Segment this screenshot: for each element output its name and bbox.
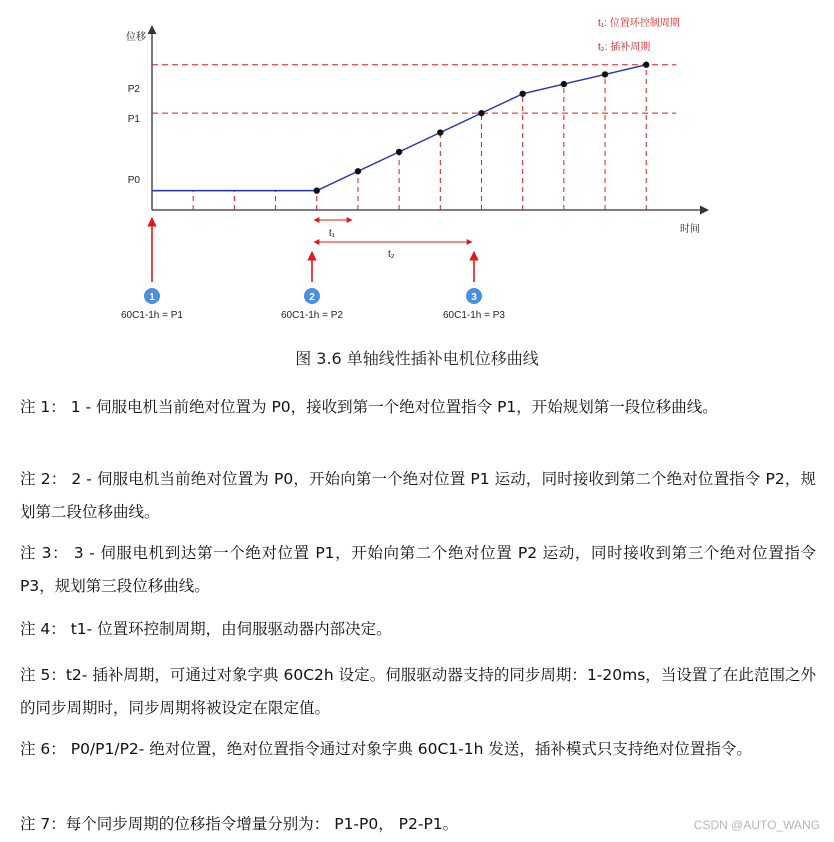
note-7: 注 7：每个同步周期的位移指令增量分别为： P1-P0， P2-P1。: [20, 815, 459, 833]
data-point: [396, 149, 402, 155]
legend-t1: t₁: 位置环控制周期: [598, 18, 680, 29]
note-6: 注 6： P0/P1/P2- 绝对位置，绝对位置指令通过对象字典 60C1-1h 发送，插补模式只支持绝对位置指令。: [20, 740, 752, 758]
y-axis-label: 位移: [126, 32, 146, 43]
watermark: CSDN @AUTO_WANG: [693, 818, 820, 832]
marker-3-number: 3: [471, 292, 477, 303]
marker-1-number: 1: [149, 292, 155, 303]
level-p1-label: P1: [127, 114, 140, 125]
marker-2-label: 60C1-1h = P2: [281, 310, 343, 321]
marker-1-label: 60C1-1h = P1: [121, 310, 183, 321]
data-point: [314, 187, 320, 193]
data-point: [355, 168, 361, 174]
data-point: [643, 62, 649, 68]
data-point: [602, 71, 608, 77]
t2-interval-label: t₂: [388, 249, 395, 260]
note-4: 注 4： t1- 位置环控制周期，由伺服驱动器内部决定。: [20, 620, 392, 638]
marker-2-number: 2: [309, 292, 315, 303]
x-axis-label: 时间: [680, 224, 700, 235]
data-point: [519, 91, 525, 97]
note-2: 注 2： 2 - 伺服电机当前绝对位置为 P0，开始向第一个绝对位置 P1 运动，同时接收到第二个绝对位置指令 P2，规划第二段位移曲线。: [20, 470, 816, 521]
data-point: [437, 129, 443, 135]
displacement-chart: [0, 0, 834, 340]
note-3: 注 3： 3 - 伺服电机到达第一个绝对位置 P1，开始向第二个绝对位置 P2 运动，同时接收到第三个绝对位置指令 P3，规划第三段位移曲线。: [20, 544, 816, 595]
data-point: [478, 110, 484, 116]
marker-3-label: 60C1-1h = P3: [443, 310, 505, 321]
level-p0-label: P0: [127, 175, 140, 186]
level-p2-label: P2: [127, 84, 140, 95]
data-point: [561, 81, 567, 87]
t1-interval-label: t₁: [329, 228, 336, 239]
legend-t2: t₂: 插补周期: [598, 42, 651, 53]
figure-caption: 图 3.6 单轴线性插补电机位移曲线: [295, 349, 539, 368]
note-1: 注 1： 1 - 伺服电机当前绝对位置为 P0，接收到第一个绝对位置指令 P1，开始规划第一段位移曲线。: [20, 398, 718, 416]
note-5: 注 5：t2- 插补周期，可通过对象字典 60C2h 设定。伺服驱动器支持的同步周期：1-20ms，当设置了在此范围之外的同步周期时，同步周期将被设定在限定值。: [20, 666, 816, 717]
